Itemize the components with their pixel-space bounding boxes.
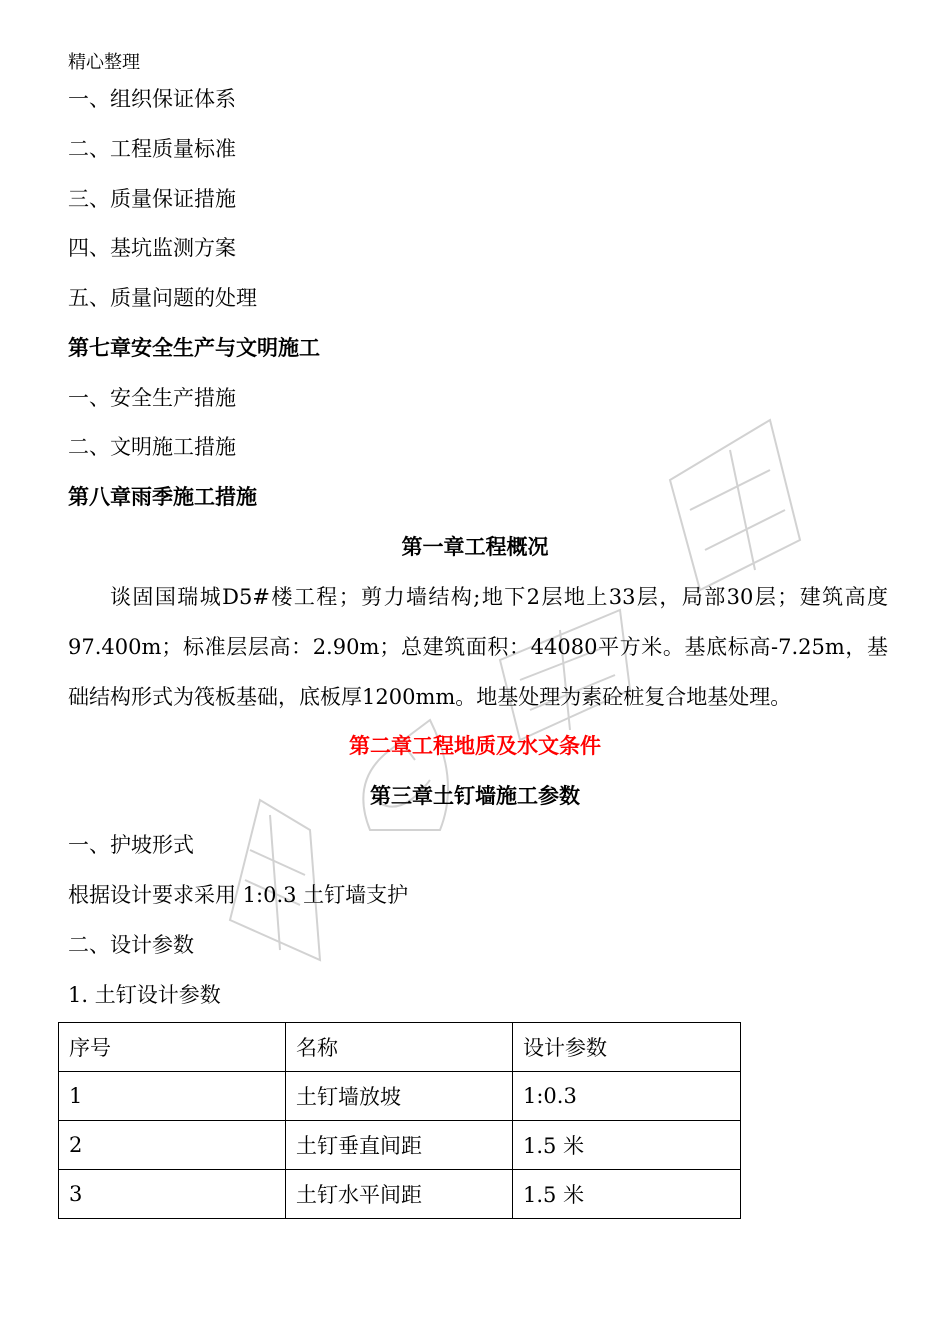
table-cell: 3 xyxy=(59,1170,286,1219)
chapter7-title: 第七章安全生产与文明施工 xyxy=(68,336,320,360)
table-row xyxy=(59,1170,741,1219)
chapter3-section1-body: 根据设计要求采用 1:0.3 土钉墙支护 xyxy=(68,883,409,907)
chapter3-title: 第三章土钉墙施工参数 xyxy=(370,784,580,808)
chapter7-item-2: 二、文明施工措施 xyxy=(68,435,236,459)
chapter3-section2-title: 二、设计参数 xyxy=(68,933,194,957)
toc-item-3: 三、质量保证措施 xyxy=(68,187,236,211)
chapter3-subsection1-title: 1. 土钉设计参数 xyxy=(68,983,221,1007)
chapter2-title: 第二章工程地质及水文条件 xyxy=(349,734,601,758)
table-header-cell: 序号 xyxy=(59,1023,286,1072)
toc-item-5: 五、质量问题的处理 xyxy=(68,286,257,310)
soil-nail-parameters-table xyxy=(58,1022,741,1219)
chapter8-title: 第八章雨季施工措施 xyxy=(68,485,257,509)
table-cell: 1.5 米 xyxy=(513,1121,741,1170)
chapter3-section1-title: 一、护坡形式 xyxy=(68,833,194,857)
toc-item-1: 一、组织保证体系 xyxy=(68,87,236,111)
table-cell: 土钉水平间距 xyxy=(286,1170,513,1219)
table-cell: 土钉垂直间距 xyxy=(286,1121,513,1170)
chapter7-item-1: 一、安全生产措施 xyxy=(68,386,236,410)
chapter1-body: 谈固国瑞城D5#楼工程；剪力墙结构;地下2层地上33层，局部30层；建筑高度97.400m；标准层层高：2.90m；总建筑面积：44080平方米。基底标高-7.25m，基础结构形式为筏板基础，底板厚1200mm。地基处理为素砼桩复合地基处理。 xyxy=(68,585,888,709)
table-cell: 2 xyxy=(59,1121,286,1170)
table-cell: 1.5 米 xyxy=(513,1170,741,1219)
chapter1-title: 第一章工程概况 xyxy=(401,535,549,559)
table-header-cell: 名称 xyxy=(286,1023,513,1072)
table-cell: 1:0.3 xyxy=(513,1072,741,1121)
table-header-cell: 设计参数 xyxy=(513,1023,741,1072)
toc-item-4: 四、基坑监测方案 xyxy=(68,236,236,260)
table-row xyxy=(59,1072,741,1121)
table-cell: 1 xyxy=(59,1072,286,1121)
toc-item-2: 二、工程质量标准 xyxy=(68,137,236,161)
table-row xyxy=(59,1121,741,1170)
header-note: 精心整理 xyxy=(68,52,140,73)
table-cell: 土钉墙放坡 xyxy=(286,1072,513,1121)
table-header-row xyxy=(59,1023,741,1072)
